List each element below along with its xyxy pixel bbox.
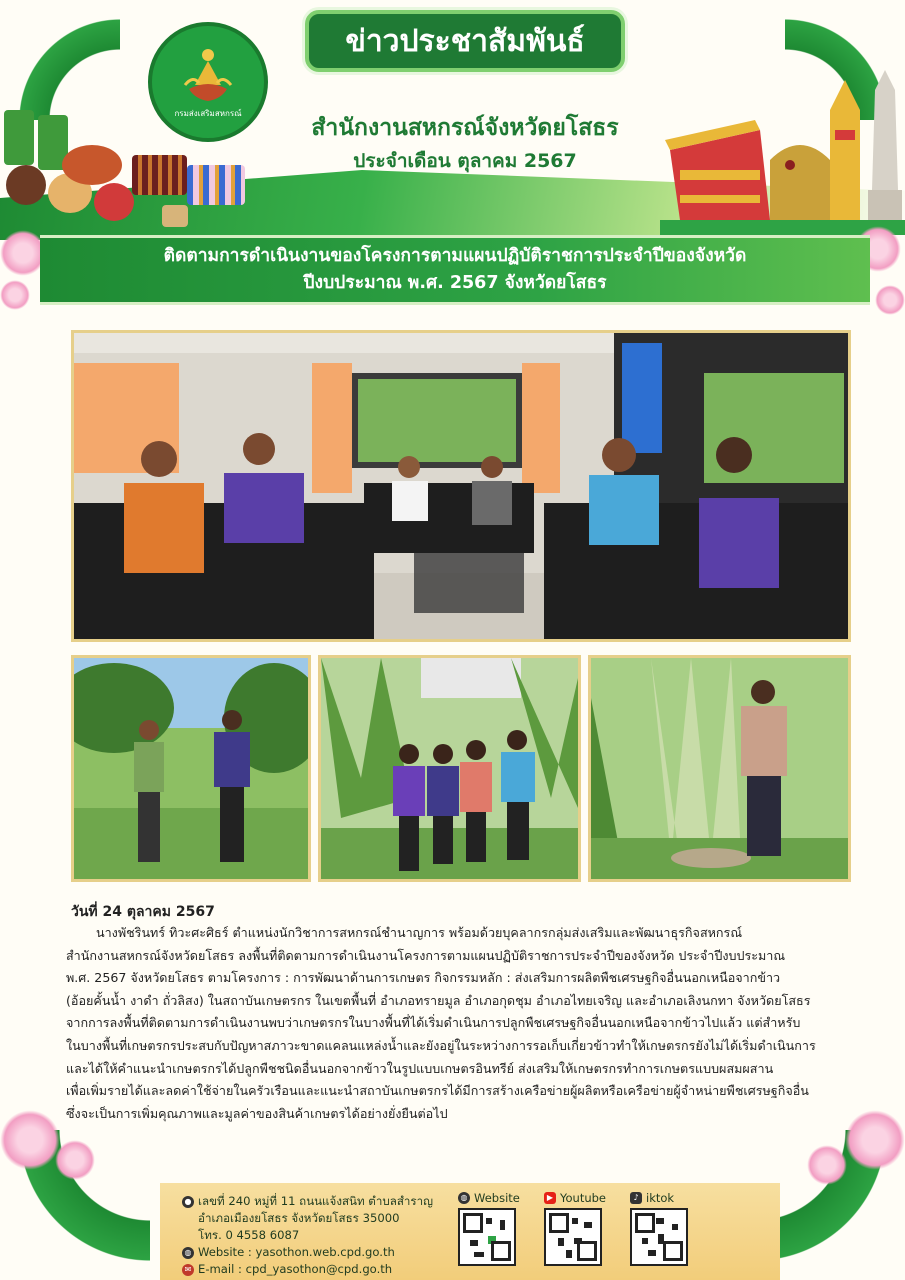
- mail-icon: ✉: [182, 1264, 194, 1276]
- issue-month: ประจำเดือน ตุลาคม 2567: [353, 150, 577, 172]
- address-line-1: เลขที่ 240 หมู่ที่ 11 ถนนแจ้งสนิท ตำบลสำราญ: [198, 1194, 434, 1208]
- article-line: (อ้อยคั้นน้ำ งาดำ ถั่วลิสง) ในสถาบันเกษตรกร ในเขตพื้นที่ อำเภอทรายมูล อำเภอกุดชุม อำเภอไทยเจริญ และอำเภอเลิงนกทา จังหวัดยโสธร: [66, 992, 811, 1008]
- youtube-icon: ▶: [544, 1192, 556, 1204]
- qr-label-tiktok: iktok: [646, 1191, 675, 1205]
- location-pin-icon: ●: [182, 1196, 194, 1208]
- headline-bar: [40, 235, 870, 305]
- article-line: พ.ศ. 2567 จังหวัดยโสธร ตามโครงการ : การพัฒนาด้านการเกษตร กิจกรรมหลัก : ส่งเสริมการผลิตพืชเศรษฐกิจอื่นนอกเหนือจากข้าว: [66, 970, 781, 986]
- flower-decoration: [0, 280, 30, 310]
- logo-text: กรมส่งเสริมสหกรณ์: [174, 108, 242, 118]
- headline-line-1: ติดตามการดำเนินงานของโครงการตามแผนปฏิบัติราชการประจำปีของจังหวัด: [163, 246, 747, 266]
- website-qr-code[interactable]: [458, 1208, 516, 1266]
- phone-number: โทร. 0 4558 6087: [198, 1228, 300, 1242]
- corner-decoration: [0, 0, 120, 120]
- flower-decoration: [0, 1110, 60, 1170]
- rocket-festival-illustration: [660, 70, 905, 235]
- field-photo-2: [318, 655, 581, 882]
- press-release-banner: [305, 10, 625, 72]
- email-link[interactable]: E-mail : cpd_yasothon@cpd.go.th: [198, 1262, 393, 1276]
- qr-label-website: Website: [474, 1191, 520, 1205]
- youtube-qr-code[interactable]: [544, 1208, 602, 1266]
- banner-title: ข่าวประชาสัมพันธ์: [345, 23, 585, 59]
- article-line: นางพัชรินทร์ ทิวะศะศิธร์ ตำแหน่งนักวิชาการสหกรณ์ชำนาญการ พร้อมด้วยบุคลากรกลุ่มส่งเสริมและพัฒนาธุรกิจสหกรณ์: [96, 925, 743, 940]
- meeting-photo: [71, 330, 851, 642]
- headline-line-2: ปีงบประมาณ พ.ศ. 2567 จังหวัดยโสธร: [303, 273, 607, 293]
- article-line: เพื่อเพิ่มรายได้และลดค่าใช้จ่ายในครัวเรือนและแนะนำสถาบันเกษตรกรได้มีการสร้างเครือข่ายผู้ผลิตหรือเครือข่ายผู้จำหน่ายพืชเศรษฐกิจอื่น: [66, 1083, 809, 1099]
- article-line: สำนักงานสหกรณ์จังหวัดยโสธร ลงพื้นที่ติดตามการดำเนินงานโครงการตามแผนปฏิบัติราชการประจำปีของจังหวัด ประจำปีงบประมาณ: [66, 947, 786, 963]
- header: [0, 0, 905, 240]
- tiktok-icon: ♪: [630, 1192, 642, 1204]
- flower-decoration: [845, 1110, 905, 1170]
- globe-icon: ◍: [458, 1192, 470, 1204]
- tiktok-qr-code[interactable]: [630, 1208, 688, 1266]
- article-line: ในบางพื้นที่เกษตรกรประสบกับปัญหาสภาวะขาดแคลนแหล่งน้ำและยังอยู่ในระหว่างการรอเก็บเกี่ยวข้าวทำให้เกษตรกรยังไม่ได้เริ่มดำเนินการ: [66, 1037, 816, 1053]
- website-qr-block: [458, 1191, 538, 1266]
- article-line: และได้ให้คำแนะนำเกษตรกรได้ปลูกพืชชนิดอื่นนอกจากข้าวในรูปแบบเกษตรอินทรีย์ ส่งเสริมให้เกษตรกรทำการเกษตรแบบผสมผสาน: [66, 1060, 774, 1076]
- address-line-2: อำเภอเมืองยโสธร จังหวัดยโสธร 35000: [198, 1211, 400, 1225]
- website-link[interactable]: Website : yasothon.web.cpd.go.th: [198, 1245, 395, 1259]
- organization-name: สำนักงานสหกรณ์จังหวัดยโสธร: [311, 115, 619, 141]
- flower-decoration: [807, 1145, 847, 1185]
- tiktok-qr-block: [630, 1191, 710, 1266]
- field-photo-1: [71, 655, 311, 882]
- flower-decoration: [875, 285, 905, 315]
- department-logo: [148, 22, 268, 142]
- article-line: ซึ่งจะเป็นการเพิ่มคุณภาพและมูลค่าของสินค้าเกษตรได้อย่างยั่งยืนต่อไป: [66, 1105, 448, 1121]
- qr-label-youtube: Youtube: [560, 1191, 606, 1205]
- flower-decoration: [55, 1140, 95, 1180]
- article-date: วันที่ 24 ตุลาคม 2567: [71, 904, 215, 920]
- article-line: จากการลงพื้นที่ติดตามการดำเนินงานพบว่าเกษตรกรในบางพื้นที่ได้เริ่มดำเนินการปลูกพืชเศรษฐกิจอื่นนอกเหนือจากข้าวไปแล้ว แต่สำหรับ: [66, 1015, 801, 1031]
- contact-info: [182, 1193, 433, 1278]
- article-body: [66, 922, 856, 1125]
- globe-icon: ◍: [182, 1247, 194, 1259]
- deity-emblem-icon: [181, 45, 235, 105]
- field-photo-3: [588, 655, 851, 882]
- youtube-qr-block: [544, 1191, 624, 1266]
- contact-footer: [160, 1183, 780, 1280]
